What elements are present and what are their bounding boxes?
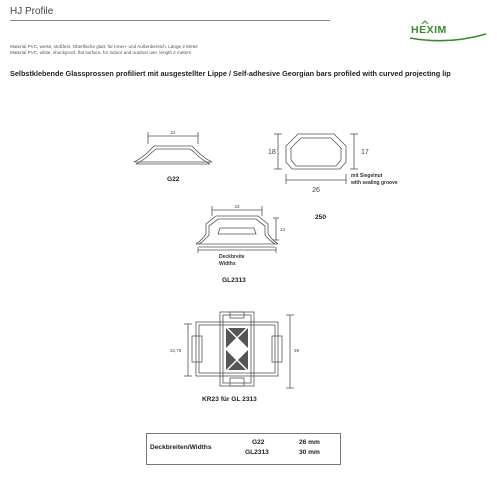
table-row-name: GL2313 [245,449,269,456]
sealing-groove-note-en: with sealing groove [351,180,398,186]
profile250-width-dim: 26 [312,187,320,194]
logo-text: HEXIM [411,24,447,36]
hexim-logo [408,18,488,44]
gl2313-note-de: Deckbreite [219,254,245,260]
page-title: HJ Profile [10,6,54,17]
kr23-cross-connector-drawing [168,312,308,392]
material-description-en: Material PVC, white, shockproof, flat surface, for indoor and outdoor use, length 2 meters [10,50,192,55]
headline: Selbstklebende Glassprossen profiliert mit ausgestellter Lippe / Self-adhesive Georgian bars profiled with curved projecting lip [10,69,451,78]
gl2313-widths-note [219,254,245,268]
table-row-value: 26 mm [299,439,320,446]
gl2313-label: GL2313 [222,277,246,284]
kr23-label: KR23 für GL 2313 [202,396,257,403]
widths-table-header: Deckbreiten/Widths [150,444,212,451]
sealing-groove-note-de: mit Siegelnut [351,173,383,179]
g22-profile-drawing [128,122,218,172]
kr23-right-dim: 39 [294,348,300,353]
g22-width-dim: 22 [170,130,176,135]
profile-250-label: 250 [315,214,327,221]
sealing-groove-note [351,173,398,187]
table-row-name: G22 [252,439,265,446]
profile250-height-right-dim: 17 [361,149,369,156]
profile250-height-left-dim: 18 [268,149,276,156]
gl2313-note-en: Widths [219,261,236,267]
g22-label: G22 [167,176,180,183]
kr23-left-dim: 22,75 [170,348,182,353]
gl2313-profile-drawing [190,200,290,255]
gl2313-height-dim: 13 [280,227,286,232]
material-description-de: Material PVC, weiss, stoßfest, Oberfläche glatt, für Innen- und Außenbereich, Länge 2 Meter [10,44,198,49]
header-divider [10,20,330,21]
gl2313-width-dim: 23 [234,204,240,209]
table-row-value: 30 mm [299,449,320,456]
